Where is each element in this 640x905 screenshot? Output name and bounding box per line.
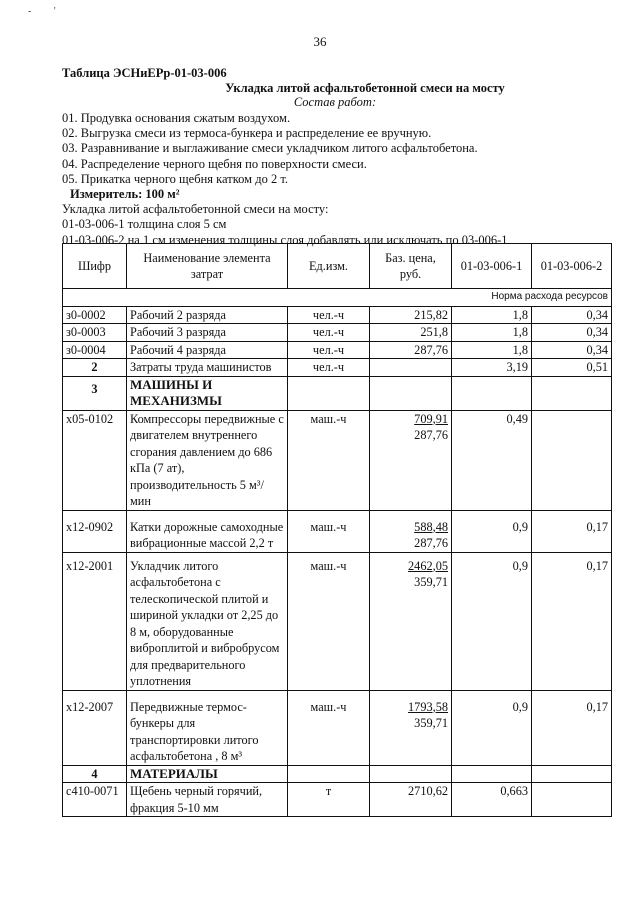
cell-code: з0-0002 — [63, 306, 127, 324]
cell-norm-1: 0,9 — [452, 690, 532, 765]
header-col1: 01-03-006-1 — [452, 244, 532, 289]
section-number: 3 — [63, 376, 127, 410]
cell-price: 2462,05 — [408, 558, 448, 573]
cell-unit: чел.-ч — [288, 324, 370, 342]
header-unit: Ед.изм. — [288, 244, 370, 289]
cell-name: Укладчик литого асфальтобетона с телескопической плитой и шириной укладки от 2,25 до 8 м, оборудованные виброплитой и вибробрусом для предварительного уплотнения — [127, 552, 288, 690]
cell-norm-1: 1,8 — [452, 324, 532, 342]
cell-code: с410-0071 — [63, 783, 127, 817]
intro-line: 01-03-006-1 толщина слоя 5 см — [62, 217, 227, 232]
table-row — [63, 510, 612, 552]
cell-norm-2: 0,34 — [532, 324, 612, 342]
work-item: 01. Продувка основания сжатым воздухом. — [62, 111, 291, 125]
cell-norm-1: 0,663 — [452, 783, 532, 817]
cell-name: Затраты труда машинистов — [127, 359, 288, 377]
cell-price: 588,48 — [414, 519, 448, 534]
work-item: 05. Прикатка черного щебня катком до 2 т. — [62, 171, 288, 186]
table-header-row — [63, 244, 612, 289]
meter-label: Измеритель: 100 м² — [70, 187, 180, 202]
section-row-materials — [63, 765, 612, 783]
cell-norm-2: 0,34 — [532, 306, 612, 324]
intro-line: 01-03-006-2 на 1 см изменения толщины слоя добавлять или исключать по 03-006-1 — [62, 232, 508, 247]
cell-code: х12-0902 — [63, 510, 127, 552]
cell-unit: маш.-ч — [288, 410, 370, 510]
cell-price-sub: 287,76 — [414, 428, 448, 442]
intro-line: Укладка литой асфальтобетонной смеси на мосту: — [62, 202, 329, 217]
cell-unit: т — [288, 783, 370, 817]
cell-norm-1: 1,8 — [452, 306, 532, 324]
work-item: 03. Разравнивание и выглаживание смеси укладчиком литого асфальтобетона. — [62, 141, 478, 156]
cell-unit: маш.-ч — [288, 552, 370, 690]
cell-norm-2 — [532, 783, 612, 817]
header-name: Наименование элемента затрат — [127, 244, 288, 289]
section-title: МАШИНЫ И МЕХАНИЗМЫ — [127, 376, 288, 410]
cell-unit: чел.-ч — [288, 359, 370, 377]
cell-name: Передвижные термос-бункеры для транспортировки литого асфальтобетона , 8 м³ — [127, 690, 288, 765]
scan-artifact: - ' — [28, 6, 56, 17]
cell-name: Рабочий 3 разряда — [127, 324, 288, 342]
work-composition-heading: Состав работ: — [293, 95, 377, 109]
cell-unit: маш.-ч — [288, 690, 370, 765]
cell-price: 215,82 — [370, 306, 452, 324]
cell-norm-2: 0,17 — [532, 552, 612, 690]
cell-norm-1: 3,19 — [452, 359, 532, 377]
cell-price-sub: 287,76 — [414, 536, 448, 550]
cell-norm-2 — [532, 410, 612, 510]
cell-code: х12-2007 — [63, 690, 127, 765]
cell-price: 251,8 — [370, 324, 452, 342]
cell-name: Рабочий 2 разряда — [127, 306, 288, 324]
table-title: Таблица ЭСНиЕРр-01-03-006 — [62, 66, 227, 80]
cell-norm-2: 0,17 — [532, 510, 612, 552]
cell-price: 1793,58 — [408, 699, 448, 714]
table-row — [63, 690, 612, 765]
table-row — [63, 410, 612, 510]
table-row — [63, 324, 612, 342]
work-item: 04. Распределение черного щебня по поверхности смеси. — [62, 156, 367, 171]
section-number: 4 — [63, 765, 127, 783]
cell-price: 287,76 — [370, 341, 452, 359]
cell-norm-2: 0,17 — [532, 690, 612, 765]
cell-price-sub: 359,71 — [414, 716, 448, 730]
table-row — [63, 341, 612, 359]
cell-norm-1: 0,49 — [452, 410, 532, 510]
table-row — [63, 783, 612, 817]
cell-unit: маш.-ч — [288, 510, 370, 552]
cell-price-sub: 359,71 — [414, 575, 448, 589]
cell-code: х05-0102 — [63, 410, 127, 510]
table-row — [63, 306, 612, 324]
cell-price: 2710,62 — [370, 783, 452, 817]
work-composition-list — [62, 111, 508, 248]
header-col2: 01-03-006-2 — [532, 244, 612, 289]
norma-label: Норма расхода ресурсов — [63, 289, 612, 307]
work-title: Укладка литой асфальтобетонной смеси на мосту — [225, 81, 505, 95]
cell-name: Рабочий 4 разряда — [127, 341, 288, 359]
norma-row — [63, 289, 612, 307]
cell-code: з0-0003 — [63, 324, 127, 342]
resource-norms-table — [62, 243, 612, 817]
section-title: МАТЕРИАЛЫ — [127, 765, 288, 783]
cell-code: 2 — [63, 359, 127, 377]
cell-norm-2: 0,51 — [532, 359, 612, 377]
header-price: Баз. цена, руб. — [370, 244, 452, 289]
cell-price — [370, 359, 452, 377]
page-number: 36 — [313, 34, 327, 49]
header-code: Шифр — [63, 244, 127, 289]
cell-norm-2: 0,34 — [532, 341, 612, 359]
table-row — [63, 552, 612, 690]
cell-name: Катки дорожные самоходные вибрационные массой 2,2 т — [127, 510, 288, 552]
cell-code: х12-2001 — [63, 552, 127, 690]
work-item: 02. Выгрузка смеси из термоса-бункера и распределение ее вручную. — [62, 126, 432, 141]
cell-code: з0-0004 — [63, 341, 127, 359]
section-row-machines — [63, 376, 612, 410]
cell-norm-1: 0,9 — [452, 510, 532, 552]
machinist-row — [63, 359, 612, 377]
cell-unit: чел.-ч — [288, 341, 370, 359]
cell-norm-1: 0,9 — [452, 552, 532, 690]
cell-name: Щебень черный горячий, фракция 5-10 мм — [127, 783, 288, 817]
cell-norm-1: 1,8 — [452, 341, 532, 359]
cell-price: 709,91 — [414, 411, 448, 426]
cell-name: Компрессоры передвижные с двигателем внутреннего сгорания давлением до 686 кПа (7 ат), производительность 5 м³/мин — [127, 410, 288, 510]
cell-unit: чел.-ч — [288, 306, 370, 324]
